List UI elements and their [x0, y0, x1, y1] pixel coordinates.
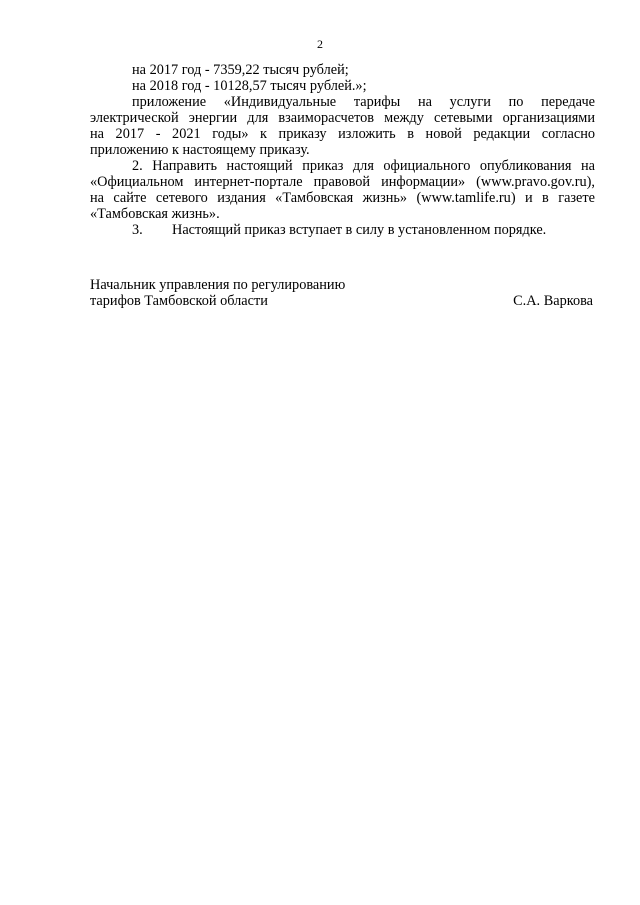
item-3-text: Настоящий приказ вступает в силу в установленном порядке.	[172, 222, 547, 238]
item-2-paragraph-line: «Официальном интернет-портале правовой информации» (www.pravo.gov.ru),	[90, 174, 595, 190]
appendix-paragraph-line: приложение «Индивидуальные тарифы на услуги по передаче	[132, 94, 595, 110]
item-2-paragraph-line: на сайте сетевого издания «Тамбовская жизнь» (www.tamlife.ru) и в газете	[90, 190, 595, 206]
item-2-paragraph-line: 2. Направить настоящий приказ для официального опубликования на	[132, 158, 595, 174]
item-3-number: 3.	[132, 222, 143, 238]
appendix-paragraph-line: электрической энергии для взаиморасчетов между сетевыми организациями	[90, 110, 595, 126]
item-2-paragraph-line: «Тамбовская жизнь».	[90, 206, 220, 222]
tariff-2017-line: на 2017 год - 7359,22 тысяч рублей;	[132, 62, 349, 78]
tariff-2018-line: на 2018 год - 10128,57 тысяч рублей.»;	[132, 78, 367, 94]
signature-position-line	[90, 293, 595, 309]
document-body	[90, 62, 595, 238]
signature-position-text: Начальник управления по регулированию	[90, 277, 346, 293]
signature-position-line	[90, 277, 595, 293]
signature-position-text: тарифов Тамбовской области	[90, 293, 268, 309]
page-number: 2	[317, 37, 323, 51]
item-3-paragraph	[90, 222, 595, 238]
appendix-paragraph-line: приложению к настоящему приказу.	[90, 142, 310, 158]
signature-block	[90, 277, 595, 309]
signatory-name: С.А. Варкова	[513, 293, 593, 309]
appendix-paragraph-line: на 2017 - 2021 годы» к приказу изложить в новой редакции согласно	[90, 126, 595, 142]
